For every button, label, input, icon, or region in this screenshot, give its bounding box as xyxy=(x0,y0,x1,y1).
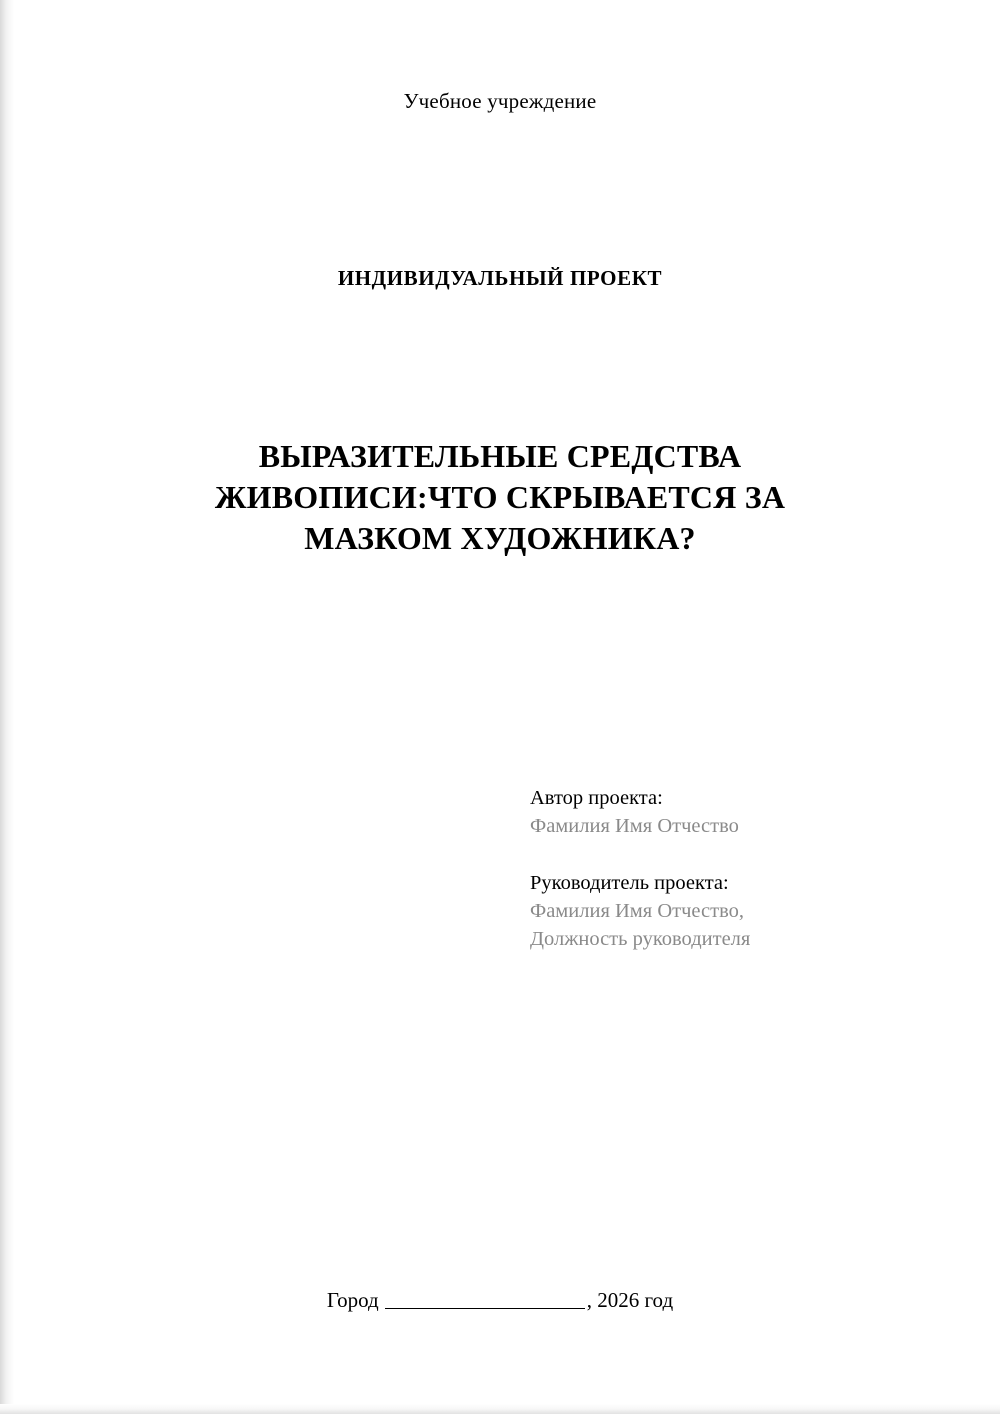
project-title: ВЫРАЗИТЕЛЬНЫЕ СРЕДСТВА ЖИВОПИСИ:ЧТО СКРЫВАЕТСЯ ЗА МАЗКОМ ХУДОЖНИКА? xyxy=(214,438,786,557)
city-blank-rule xyxy=(385,1308,585,1309)
supervisor-value-line-1: Фамилия Имя Отчество, xyxy=(530,899,744,922)
author-label: Автор проекта: xyxy=(530,787,663,809)
author-value: Фамилия Имя Отчество xyxy=(530,815,739,838)
credits-block xyxy=(530,784,930,953)
project-type-heading: ИНДИВИДУАЛЬНЫЙ ПРОЕКТ xyxy=(337,266,663,290)
institution-name: Учебное учреждение xyxy=(403,89,597,113)
city-label: Город xyxy=(326,1288,379,1312)
supervisor-value-line-2: Должность руководителя xyxy=(530,928,751,951)
supervisor-label: Руководитель проекта: xyxy=(530,871,729,894)
year-text: , 2026 год xyxy=(586,1288,674,1312)
page-footer xyxy=(0,1288,1000,1313)
supervisor-block xyxy=(530,869,930,954)
author-block xyxy=(530,784,930,841)
